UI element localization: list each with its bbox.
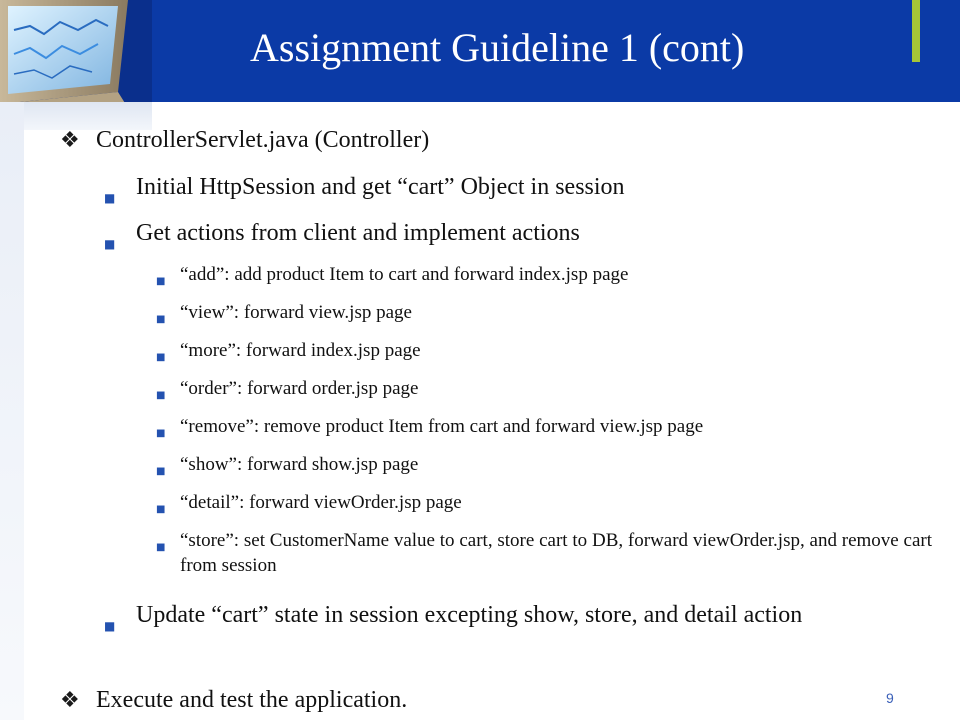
diamond-bullet-icon: ❖ — [60, 128, 80, 153]
action-item — [156, 376, 932, 401]
bullet-text: Execute and test the application. — [96, 687, 408, 713]
small-square-bullet-icon: ■ — [156, 466, 166, 477]
accent-bar — [912, 0, 920, 62]
small-square-bullet-icon: ■ — [156, 428, 166, 439]
small-square-bullet-icon: ■ — [156, 390, 166, 401]
small-square-bullet-icon: ■ — [156, 542, 166, 553]
action-item — [156, 338, 932, 363]
slide-title: Assignment Guideline 1 (cont) — [250, 25, 745, 70]
bullet-get-actions — [104, 216, 932, 250]
bullet-text: Initial HttpSession and get “cart” Object in session — [136, 174, 625, 200]
bullet-execute — [60, 684, 407, 717]
bullet-controller — [60, 124, 429, 157]
diamond-bullet-icon: ❖ — [60, 688, 80, 713]
square-bullet-icon: ■ — [104, 191, 116, 205]
action-text: “show”: forward show.jsp page — [180, 454, 419, 475]
action-item — [156, 490, 932, 515]
action-text: “view”: forward view.jsp page — [180, 302, 412, 323]
action-text: “more”: forward index.jsp page — [180, 340, 421, 361]
action-item — [156, 300, 932, 325]
action-text: “detail”: forward viewOrder.jsp page — [180, 492, 462, 513]
action-item — [156, 262, 932, 287]
square-bullet-icon: ■ — [104, 237, 116, 251]
bullet-init-session — [104, 170, 932, 204]
page-number: 9 — [886, 690, 894, 706]
action-item — [156, 414, 932, 439]
action-text: “store”: set CustomerName value to cart, store cart to DB, forward viewOrder.jsp, and remove cart from session — [180, 530, 932, 576]
small-square-bullet-icon: ■ — [156, 314, 166, 325]
bullet-text: Update “cart” state in session excepting show, store, and detail action — [136, 602, 803, 628]
small-square-bullet-icon: ■ — [156, 504, 166, 515]
bullet-text: Get actions from client and implement actions — [136, 220, 580, 246]
left-decor-strip — [0, 102, 24, 720]
bullet-text: ControllerServlet.java (Controller) — [96, 127, 430, 153]
slide-header — [0, 0, 960, 102]
small-square-bullet-icon: ■ — [156, 352, 166, 363]
bullet-update-state — [104, 598, 932, 632]
action-text: “remove”: remove product Item from cart and forward view.jsp page — [180, 416, 704, 437]
action-item — [156, 528, 932, 578]
action-text: “add”: add product Item to cart and forward index.jsp page — [180, 264, 629, 285]
action-text: “order”: forward order.jsp page — [180, 378, 419, 399]
small-square-bullet-icon: ■ — [156, 276, 166, 287]
square-bullet-icon: ■ — [104, 619, 116, 633]
action-item — [156, 452, 932, 477]
